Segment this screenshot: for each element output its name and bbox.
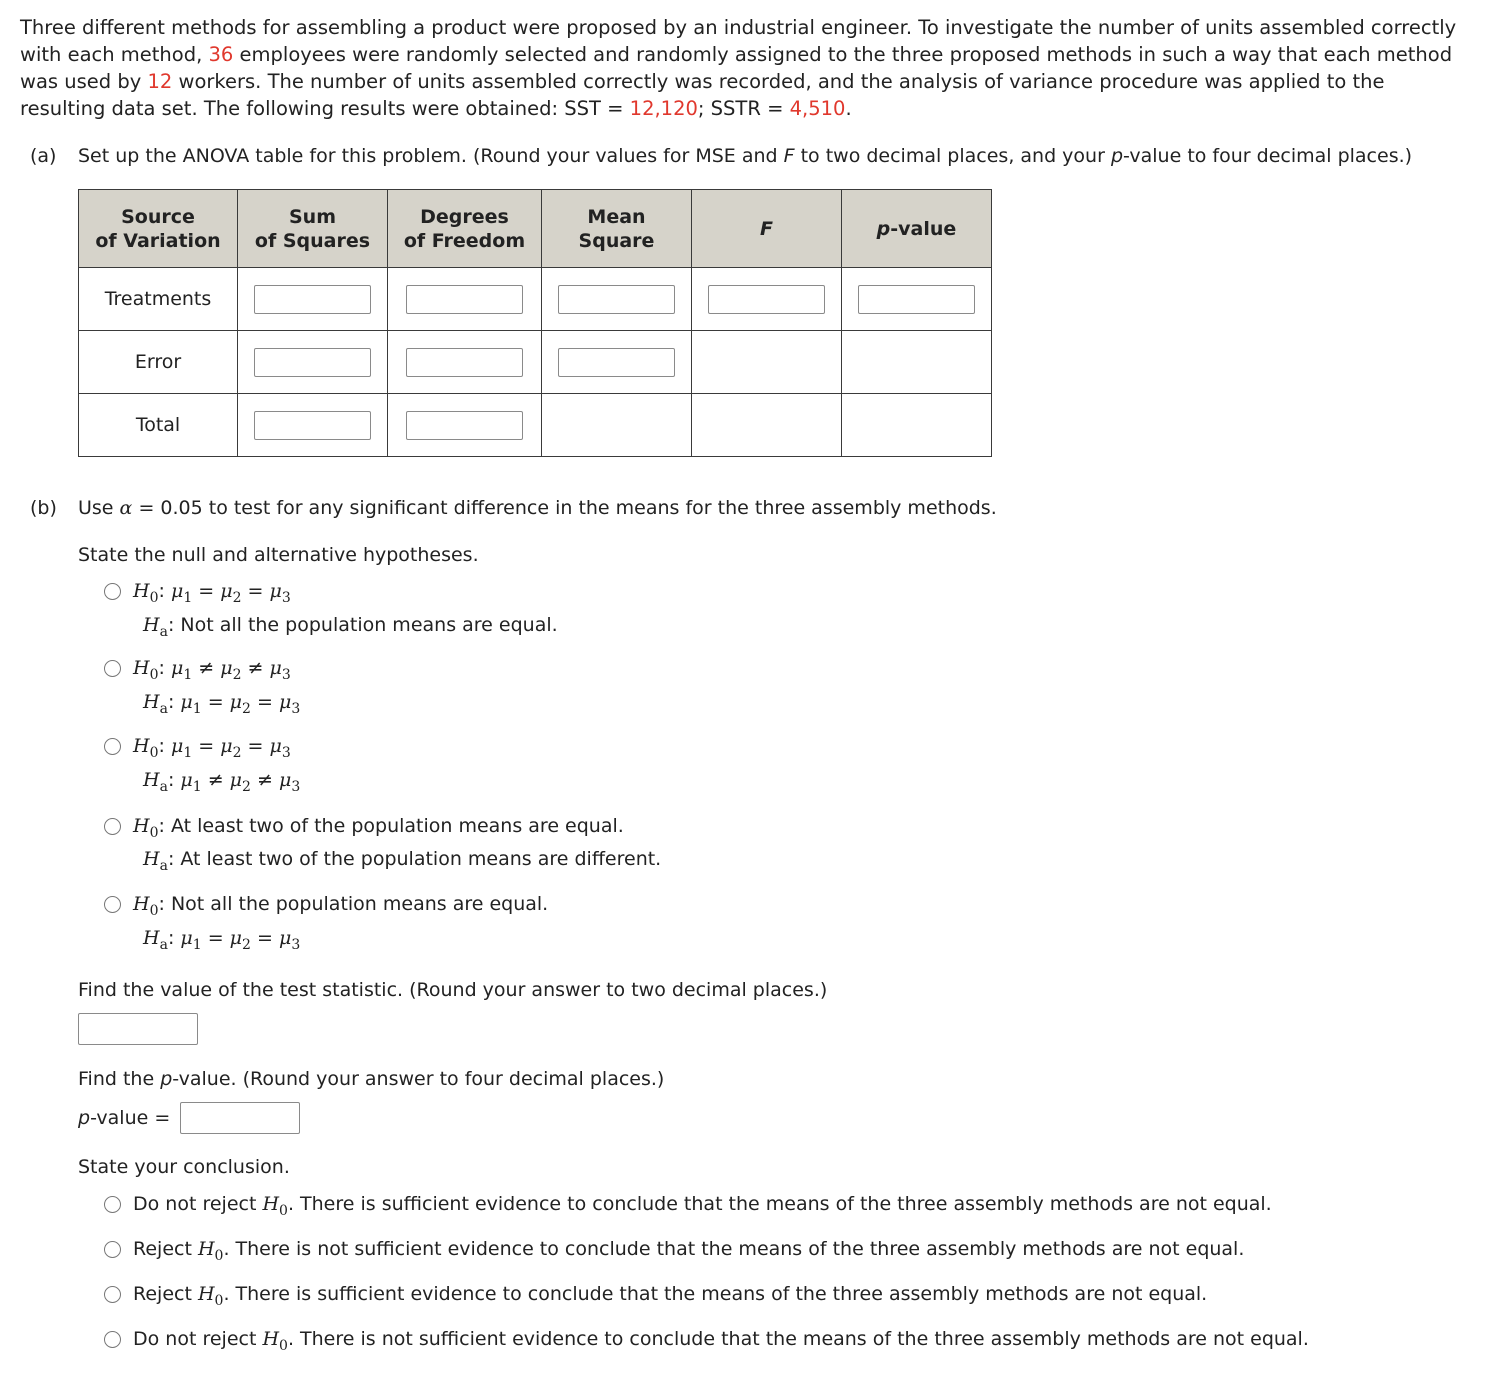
employees-count: 36	[208, 43, 234, 66]
conclusion-option-1-radio[interactable]	[104, 1196, 121, 1213]
conclusion-option-3-radio[interactable]	[104, 1286, 121, 1303]
row-label-error: Error	[79, 331, 238, 394]
test-statistic-prompt: Find the value of the test statistic. (Round your answer to two decimal places.)	[78, 979, 828, 1001]
part-b-label: (b)	[30, 497, 57, 519]
hypothesis-option-3-radio[interactable]	[104, 738, 121, 755]
header-p-value: p-value	[842, 190, 992, 268]
hypothesis-option-5-h0: $H_0$: Not all the population means are equal.	[133, 893, 549, 919]
total-ss-input[interactable]	[254, 411, 371, 440]
treatments-df-input[interactable]	[406, 285, 523, 314]
table-row	[79, 268, 992, 331]
hypothesis-option-1-h0: $H_0$: $\mu_1 = \mu_2 = \mu_3$	[133, 580, 291, 606]
table-header-row	[79, 190, 992, 268]
row-label-total: Total	[79, 394, 238, 457]
total-df-input[interactable]	[406, 411, 523, 440]
conclusion-option-1-text: Do not reject $H_0$. There is sufficient evidence to conclude that the means of the three assembly methods are not equal.	[133, 1193, 1272, 1219]
error-ss-input[interactable]	[254, 348, 371, 377]
treatments-p-input[interactable]	[858, 285, 975, 314]
p-value-prompt: Find the p-value. (Round your answer to four decimal places.)	[78, 1068, 665, 1090]
conclusion-prompt: State your conclusion.	[78, 1156, 290, 1178]
hypothesis-option-5-radio[interactable]	[104, 896, 121, 913]
error-df-input[interactable]	[406, 348, 523, 377]
hypothesis-option-4-ha: $H_a$: At least two of the population means are different.	[143, 848, 662, 874]
hypothesis-option-5-ha: $H_a$: $\mu_1 = \mu_2 = \mu_3$	[143, 927, 301, 953]
header-mean-square: Mean Square	[542, 190, 692, 268]
conclusion-option-4-text: Do not reject $H_0$. There is not sufficient evidence to conclude that the means of the three assembly methods are not equal.	[133, 1328, 1309, 1354]
row-label-treatments: Treatments	[79, 268, 238, 331]
header-degrees-of-freedom: Degrees of Freedom	[388, 190, 542, 268]
conclusion-option-3-text: Reject $H_0$. There is sufficient evidence to conclude that the means of the three assembly methods are not equal.	[133, 1283, 1208, 1309]
p-value-label: p-value =	[78, 1107, 171, 1129]
part-b-instruction: Use α = 0.05 to test for any significant difference in the means for the three assembly methods.	[78, 497, 997, 519]
hypothesis-option-2-radio[interactable]	[104, 660, 121, 677]
workers-count: 12	[147, 70, 173, 93]
conclusion-option-2-radio[interactable]	[104, 1241, 121, 1258]
hypothesis-option-2-ha: $H_a$: $\mu_1 = \mu_2 = \mu_3$	[143, 691, 301, 717]
sstr-value: 4,510	[789, 97, 846, 120]
header-source: Source of Variation	[79, 190, 238, 268]
hypothesis-option-2-h0: $H_0$: $\mu_1 \ne \mu_2 \ne \mu_3$	[133, 657, 291, 683]
conclusion-option-4-radio[interactable]	[104, 1331, 121, 1348]
hypothesis-option-3-ha: $H_a$: $\mu_1 \ne \mu_2 \ne \mu_3$	[143, 769, 301, 795]
hypothesis-option-1-radio[interactable]	[104, 583, 121, 600]
conclusion-option-2-text: Reject $H_0$. There is not sufficient evidence to conclude that the means of the three assembly methods are not equal.	[133, 1238, 1245, 1264]
part-a-label: (a)	[30, 145, 57, 167]
sst-value: 12,120	[629, 97, 698, 120]
hypothesis-option-4-h0: $H_0$: At least two of the population means are equal.	[133, 815, 624, 841]
treatments-f-input[interactable]	[708, 285, 825, 314]
error-ms-input[interactable]	[558, 348, 675, 377]
treatments-ms-input[interactable]	[558, 285, 675, 314]
problem-statement: Three different methods for assembling a product were proposed by an industrial engineer. To investigate the number of units assembled correctly with each method, 36 employees were randomly selected and randomly assigned to the three proposed methods in such a way that each method was used by 12 workers. The number of units assembled correctly was recorded, and the analysis of variance procedure was applied to the resulting data set. The following results were obtained: SST = 12,120; SSTR = 4,510.	[20, 16, 1457, 120]
hypothesis-option-4-radio[interactable]	[104, 818, 121, 835]
part-a-instruction: Set up the ANOVA table for this problem. (Round your values for MSE and F to two decimal places, and your p-value to four decimal places.)	[78, 145, 1413, 167]
table-row	[79, 331, 992, 394]
header-f: F	[692, 190, 842, 268]
p-value-input[interactable]	[180, 1102, 300, 1134]
hypotheses-prompt: State the null and alternative hypotheses.	[78, 544, 479, 566]
hypothesis-option-1-ha: $H_a$: Not all the population means are equal.	[143, 614, 558, 640]
table-row	[79, 394, 992, 457]
hypothesis-option-3-h0: $H_0$: $\mu_1 = \mu_2 = \mu_3$	[133, 735, 291, 761]
header-sum-of-squares: Sum of Squares	[238, 190, 388, 268]
anova-table	[78, 189, 992, 457]
test-statistic-input[interactable]	[78, 1013, 198, 1045]
treatments-ss-input[interactable]	[254, 285, 371, 314]
